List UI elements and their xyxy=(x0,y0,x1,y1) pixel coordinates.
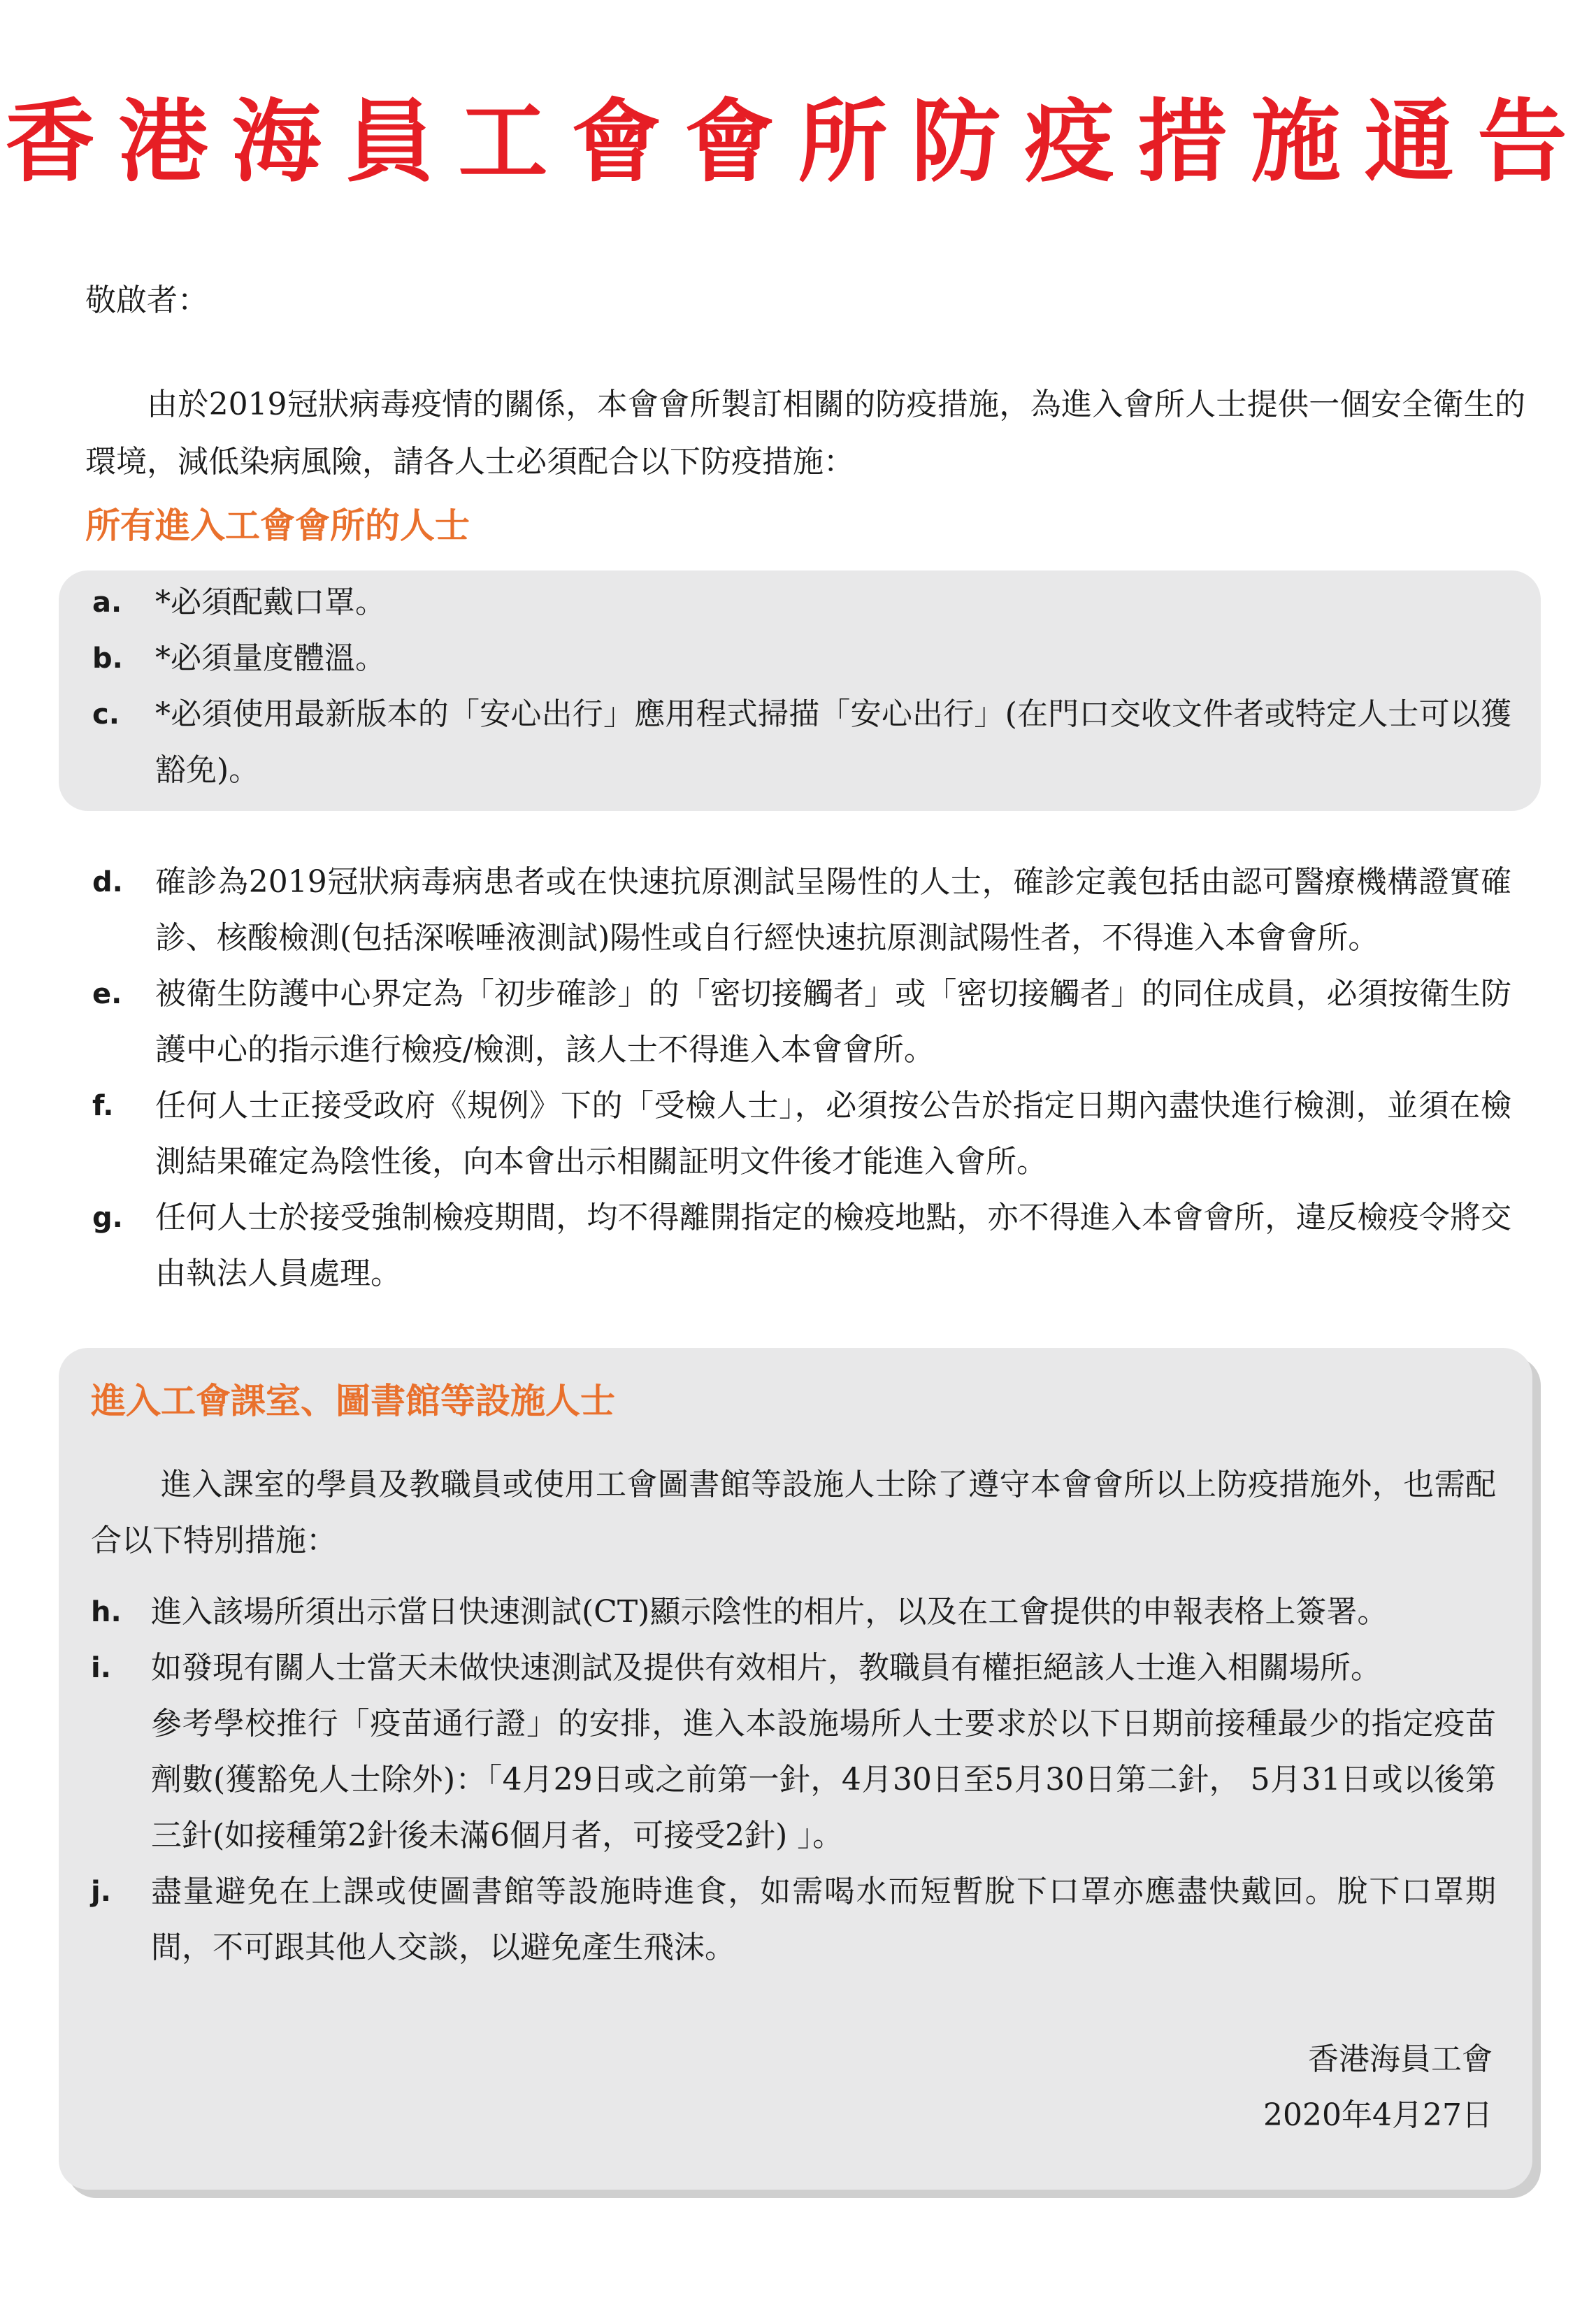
section-heading-all-visitors: 所有進入工會會所的人士 xyxy=(85,505,470,546)
measure-item-i xyxy=(91,1640,1496,1696)
signature-date: 2020年4月27日 xyxy=(1263,2097,1493,2133)
item-text: *必須配戴口罩。 xyxy=(155,584,386,620)
measure-list-boxed xyxy=(92,575,1511,798)
intro-paragraph: 由於2019冠狀病毒疫情的關係，本會會所製訂相關的防疫措施，為進入會所人士提供一個安全衛生的環境，減低染病風險，請各人士必須配合以下防疫措施： xyxy=(85,387,1525,480)
measure-item-a xyxy=(92,575,1511,631)
measure-item-g xyxy=(92,1190,1511,1302)
measure-item-h xyxy=(91,1584,1496,1640)
facilities-intro-paragraph: 進入課室的學員及教職員或使用工會圖書館等設施人士除了遵守本會會所以上防疫措施外，也需配合以下特別措施： xyxy=(91,1467,1496,1558)
item-marker: a. xyxy=(92,587,122,619)
item-text: 盡量避免在上課或使圖書館等設施時進食，如需喝水而短暫脫下口罩亦應盡快戴回。脫下口罩期間，不可跟其他人交談，以避免產生飛沫。 xyxy=(151,1874,1496,1965)
item-text: 任何人士正接受政府《規例》下的「受檢人士」，必須按公告於指定日期內盡快進行檢測，並須在檢測結果確定為陰性後，向本會出示相關証明文件後才能進入會所。 xyxy=(155,1088,1511,1179)
item-text: *必須量度體溫。 xyxy=(155,640,386,676)
item-marker: h. xyxy=(91,1596,122,1628)
measure-item-b xyxy=(92,631,1511,687)
measure-item-c xyxy=(92,687,1511,798)
item-marker: g. xyxy=(92,1202,123,1234)
notice-title: 香港海員工會會所防疫措施通告 xyxy=(5,90,1591,194)
facilities-measure-list xyxy=(91,1584,1496,1976)
signature-org: 香港海員工會 xyxy=(1308,2041,1493,2077)
measure-item-d xyxy=(92,854,1511,966)
item-marker: f. xyxy=(92,1090,114,1122)
item-marker: j. xyxy=(91,1876,111,1908)
measure-item-e xyxy=(92,966,1511,1078)
measure-list xyxy=(92,854,1511,1302)
item-marker: c. xyxy=(92,698,120,731)
item-text: 被衛生防護中心界定為「初步確診」的「密切接觸者」或「密切接觸者」的同住成員，必須按衛生防護中心的指示進行檢疫/檢測，該人士不得進入本會會所。 xyxy=(155,976,1511,1068)
section-heading-facilities: 進入工會課室、圖書館等設施人士 xyxy=(91,1381,615,1421)
item-marker: d. xyxy=(92,866,123,898)
item-marker: e. xyxy=(92,978,122,1010)
item-text: 參考學校推行「疫苗通行證」的安排，進入本設施場所人士要求於以下日期前接種最少的指定疫苗劑數(獲豁免人士除外)：「4月29日或之前第一針，4月30日至5月30日第二針， 5月31日或以後第三針(如接種第2針後未滿6個月者，可接受2針) 」。 xyxy=(151,1706,1496,1853)
signature-block xyxy=(1263,2032,1493,2144)
vaccine-pass-paragraph xyxy=(91,1696,1496,1864)
item-marker: i. xyxy=(91,1652,111,1684)
item-text: 進入該場所須出示當日快速測試(CT)顯示陰性的相片，以及在工會提供的申報表格上簽署。 xyxy=(151,1594,1388,1630)
item-text: 任何人士於接受強制檢疫期間，均不得離開指定的檢疫地點，亦不得進入本會會所，違反檢疫令將交由執法人員處理。 xyxy=(155,1200,1511,1291)
measure-item-j xyxy=(91,1864,1496,1976)
measure-item-f xyxy=(92,1078,1511,1190)
item-text: 確診為2019冠狀病毒病患者或在快速抗原測試呈陽性的人士，確診定義包括由認可醫療機構證實確診、核酸檢測(包括深喉唾液測試)陽性或自行經快速抗原測試陽性者，不得進入本會會所。 xyxy=(155,864,1511,956)
item-text: *必須使用最新版本的「安心出行」應用程式掃描「安心出行」(在門口交收文件者或特定人士可以獲豁免)。 xyxy=(155,696,1511,788)
item-text: 如發現有關人士當天未做快速測試及提供有效相片，教職員有權拒絕該人士進入相關場所。 xyxy=(151,1650,1381,1686)
item-marker: b. xyxy=(92,642,123,675)
salutation: 敬啟者： xyxy=(85,282,208,318)
